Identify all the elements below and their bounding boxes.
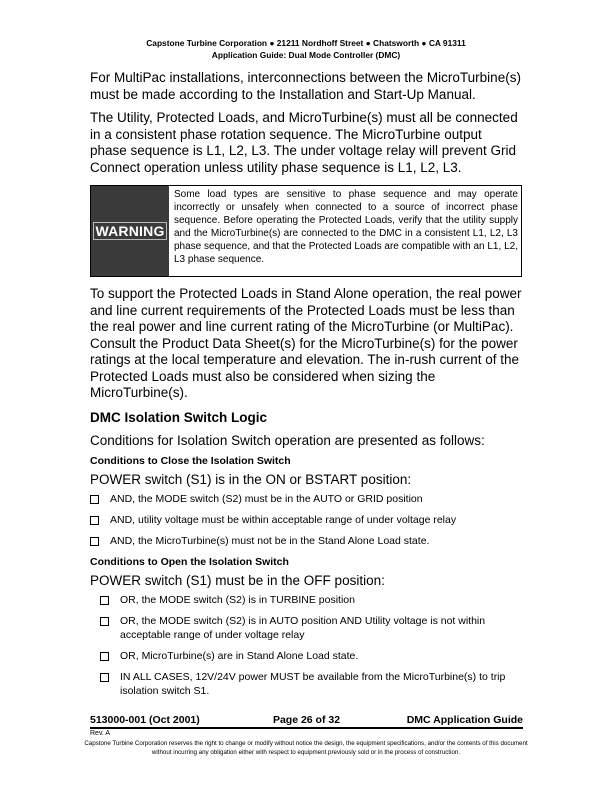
section-intro: Conditions for Isolation Switch operation are presented as follows: <box>90 432 485 448</box>
close-conditions-list <box>90 492 522 548</box>
checkbox-icon <box>90 495 99 504</box>
header-company-line: Capstone Turbine Corporation ● 21211 Nordhoff Street ● Chatsworth ● CA 91311 <box>146 38 466 48</box>
list-item <box>90 513 522 527</box>
list-item <box>90 492 522 506</box>
list-item-text: OR, the MODE switch (S2) is in TURBINE position <box>120 593 355 606</box>
list-item <box>100 593 522 607</box>
list-item <box>100 614 522 642</box>
open-condition: POWER switch (S1) must be in the OFF position: <box>90 572 385 588</box>
list-item-text: AND, utility voltage must be within acceptable range of under voltage relay <box>110 513 457 526</box>
section-title: DMC Isolation Switch Logic <box>90 409 268 425</box>
paragraph-stand-alone: To support the Protected Loads in Stand Alone operation, the real power and line current requirements of the Protected Loads must be less than the real power and line current rating of the MicroTurbine (or MultiPac). Consult the Product Data Sheet(s) for the MicroTurbine(s) for the power ratings at the local temperature and elevation. The in-rush current of the Protected Loads must also be considered when sizing the MicroTurbine(s). <box>90 286 522 400</box>
list-item-text: OR, the MODE switch (S2) is in AUTO position AND Utility voltage is not within acceptable range of under voltage relay <box>120 614 486 641</box>
page-footer <box>90 713 523 729</box>
list-item-text: OR, MicroTurbine(s) are in Stand Alone Load state. <box>120 649 359 662</box>
header-guide-line: Application Guide: Dual Mode Controller (DMC) <box>211 50 401 60</box>
list-item <box>90 534 522 548</box>
page-header <box>0 37 612 61</box>
footer-doc-number: 513000-001 (Oct 2001) <box>90 714 200 726</box>
checkbox-icon <box>90 516 99 525</box>
footer-disclaimer: Capstone Turbine Corporation reserves the right to change or modify without notice the design, the equipment specifications, and/or the contents of this document without incurring any obligation either with respect to equipment previously sold or in the process of construction. <box>84 740 528 756</box>
list-item-text: AND, the MODE switch (S2) must be in the AUTO or GRID position <box>110 492 423 505</box>
list-item <box>100 670 522 698</box>
list-item-text: AND, the MicroTurbine(s) must not be in the Stand Alone Load state. <box>110 534 430 547</box>
paragraph-phase-rotation: The Utility, Protected Loads, and MicroTurbine(s) must all be connected in a consistent phase rotation sequence. The MicroTurbine output phase sequence is L1, L2, L3. The under voltage relay will prevent Grid Connect operation unless utility phase sequence is L1, L2, L3. <box>90 110 518 175</box>
list-item-text: IN ALL CASES, 12V/24V power MUST be available from the MicroTurbine(s) to trip isolation switch S1. <box>120 670 506 697</box>
checkbox-icon <box>90 537 99 546</box>
close-condition: POWER switch (S1) is in the ON or BSTART position: <box>90 471 412 487</box>
warning-label: WARNING <box>95 223 165 239</box>
close-conditions-title: Conditions to Close the Isolation Switch <box>90 454 291 467</box>
open-conditions-list <box>90 593 522 698</box>
checkbox-icon <box>100 596 109 605</box>
checkbox-icon <box>100 652 109 661</box>
footer-revision: Rev. A <box>90 730 111 737</box>
warning-label-panel <box>91 186 169 276</box>
checkbox-icon <box>100 673 109 682</box>
list-item <box>100 649 522 663</box>
footer-guide-name: DMC Application Guide <box>406 714 523 726</box>
paragraph-multipac: For MultiPac installations, interconnections between the MicroTurbine(s) must be made according to the Installation and Start-Up Manual. <box>90 70 521 102</box>
checkbox-icon <box>100 617 109 626</box>
warning-text: Some load types are sensitive to phase sequence and may operate incorrectly or unsafely when connected to a source of incorrect phase sequence. Before operating the Protected Loads, verify that the utility supply and the MicroTurbine(s) are connected to the DMC in a consistent L1, L2, L3 phase sequence, and that the Protected Loads are compatible with an L1, L2, L3 phase sequence. <box>174 189 518 265</box>
footer-page-number: Page 26 of 32 <box>272 714 341 726</box>
page-content <box>90 70 522 705</box>
warning-box <box>90 185 522 277</box>
open-conditions-title: Conditions to Open the Isolation Switch <box>90 555 289 568</box>
